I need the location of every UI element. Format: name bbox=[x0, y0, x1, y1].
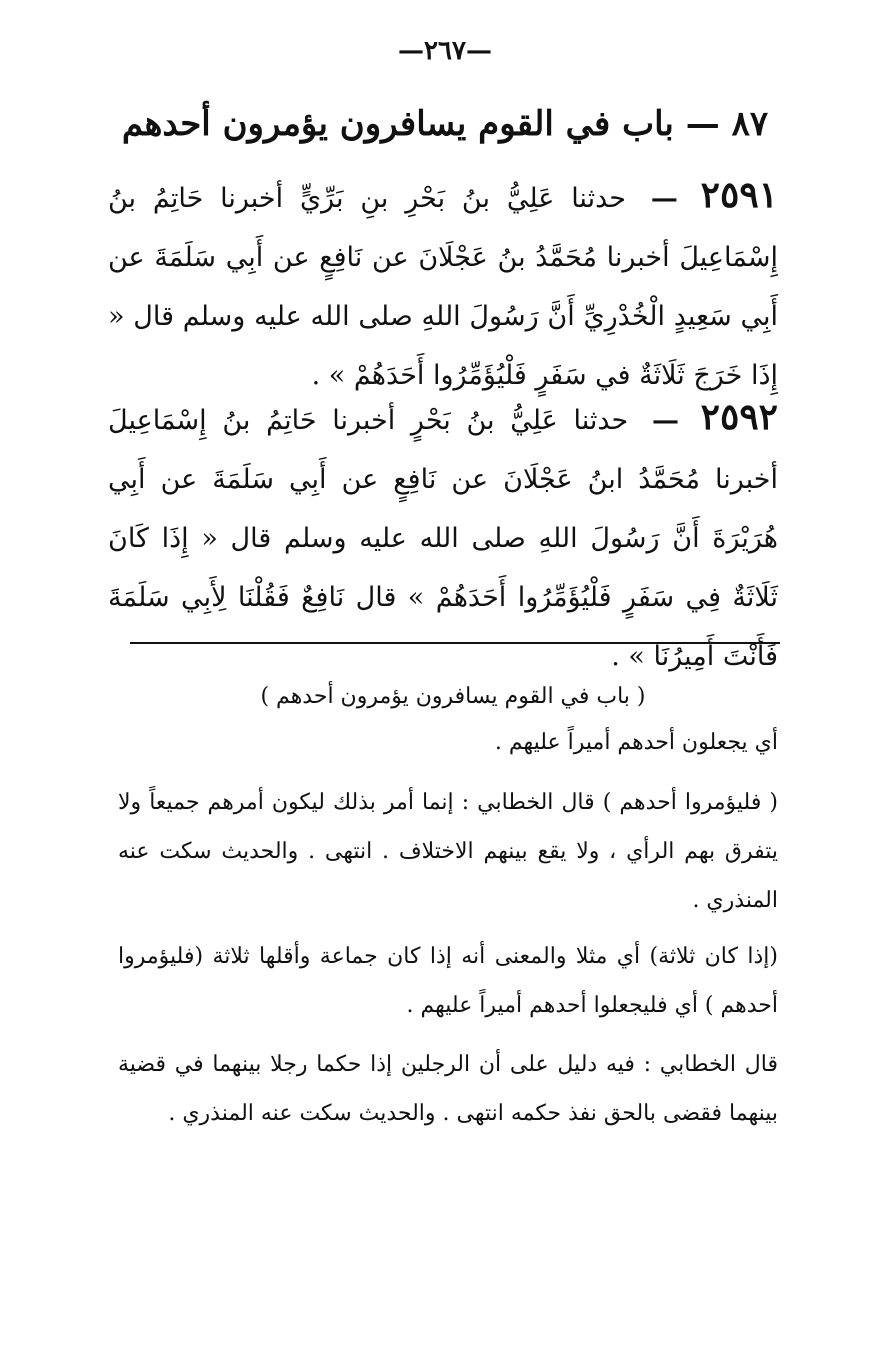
section-divider bbox=[130, 642, 780, 644]
commentary-paragraph: (إذا كان ثلاثة) أي مثلا والمعنى أنه إذا كان جماعة وأقلها ثلاثة (فليؤمروا أحدهم ) أي فليجعلوا أحدهم أميراً عليهم . bbox=[118, 944, 778, 1018]
commentary-paragraph: ( فليؤمروا أحدهم ) قال الخطابي : إنما أمر بذلك ليكون أمرهم جميعاً ولا يتفرق بهم الرأي ، ولا يقع بينهم الاختلاف . انتهى . والحديث سكت عنه المنذري . bbox=[118, 790, 778, 913]
commentary-paragraph: قال الخطابي : فيه دليل على أن الرجلين إذا حكما رجلا بينهما في قضية بينهما فقضى بالحق نفذ حكمه انتهى . والحديث سكت عنه المنذري . bbox=[118, 1052, 778, 1126]
hadith-number: ٢٥٩١ bbox=[700, 174, 778, 216]
commentary-paragraph: أي يجعلون أحدهم أميراً عليهم . bbox=[494, 730, 778, 755]
chapter-dash: — bbox=[685, 104, 720, 144]
hadith-dash: — bbox=[651, 405, 679, 436]
hadith-dash: — bbox=[650, 183, 678, 214]
hadith-text: حدثنا عَلِيُّ بنُ بَحْرٍ أخبرنا حَاتِمُ بنُ إِسْمَاعِيلَ أخبرنا مُحَمَّدُ ابنُ عَجْلَانَ عن نَافِعٍ عن أَبِي سَلَمَةَ عن أَبِي هُرَيْرَةَ أَنَّ رَسُولَ اللهِ صلى الله عليه وسلم قال « إِذَا كَانَ ثَلَاثَةٌ فِي سَفَرٍ فَلْيُؤَمِّرُوا أَحَدَهُمْ » قال نَافِعٌ فَقُلْنَا لِأَبِي سَلَمَةَ فَأَنْتَ أَمِيرُنَا » . bbox=[108, 405, 778, 672]
hadith-text: حدثنا عَلِيُّ بنُ بَحْرِ بنِ بَرِّيٍّ أخبرنا حَاتِمُ بنُ إِسْمَاعِيلَ أخبرنا مُحَمَّدُ بنُ عَجْلَانَ عن نَافِعٍ عن أَبِي سَلَمَةَ عن أَبِي سَعِيدٍ الْخُدْرِيِّ أَنَّ رَسُولَ اللهِ صلى الله عليه وسلم قال « إِذَا خَرَجَ ثَلَاثَةٌ في سَفَرٍ فَلْيُؤَمِّرُوا أَحَدَهُمْ » . bbox=[108, 183, 778, 391]
page-number: —٢٦٧— bbox=[398, 36, 492, 66]
commentary-heading: ( باب في القوم يسافرون يؤمرون أحدهم ) bbox=[260, 684, 646, 709]
chapter-title bbox=[120, 104, 770, 144]
hadith-number: ٢٥٩٢ bbox=[700, 396, 778, 438]
hadith-entry bbox=[108, 166, 778, 405]
chapter-number: ٨٧ bbox=[731, 104, 769, 144]
chapter-title-text: باب في القوم يسافرون يؤمرون أحدهم bbox=[121, 104, 674, 144]
